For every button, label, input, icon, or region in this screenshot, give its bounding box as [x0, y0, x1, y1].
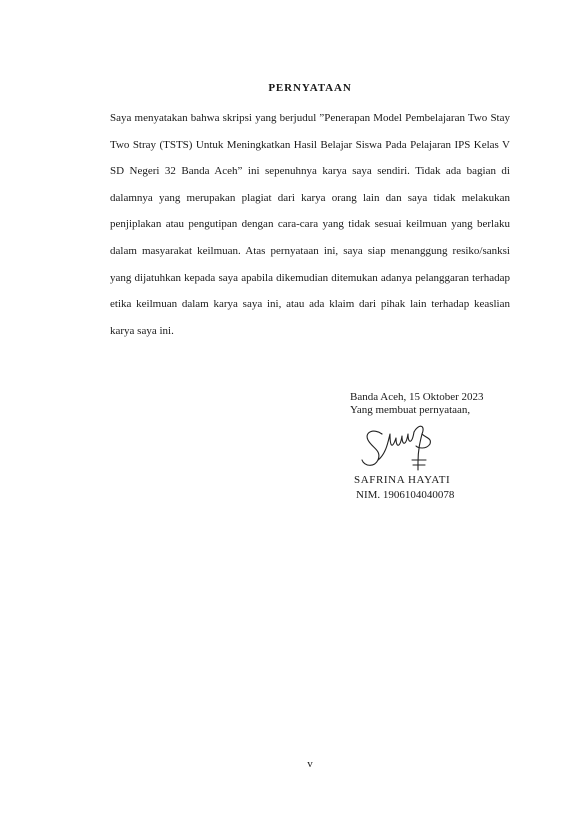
- place-date: Banda Aceh, 15 Oktober 2023: [350, 391, 484, 403]
- document-title: PERNYATAAN: [268, 82, 352, 94]
- handwritten-signature: [360, 420, 438, 472]
- signer-nim: NIM. 1906104040078: [356, 489, 455, 501]
- page-number: v: [307, 758, 313, 770]
- signer-role: Yang membuat pernyataan,: [350, 404, 471, 416]
- signature-block: [350, 391, 484, 417]
- signer-name: SAFRINA HAYATI: [354, 474, 451, 486]
- statement-paragraph: Saya menyatakan bahwa skripsi yang berjudul ”Penerapan Model Pembelajaran Two Stay Two Stray (TSTS) Untuk Meningkatkan Hasil Belajar Siswa Pada Pelajaran IPS Kelas V SD Negeri 32 Banda Aceh” ini sepenuhnya karya saya sendiri. Tidak ada bagian di dalamnya yang merupakan plagiat dari karya orang lain dan saya tidak melakukan penjiplakan atau pengutipan dengan cara-cara yang tidak sesuai keilmuan yang berlaku dalam masyarakat keilmuan. Atas pernyataan ini, saya siap menanggung resiko/sanksi yang dijatuhkan kepada saya apabila dikemudian ditemukan adanya pelanggaran terhadap etika keilmuan dalam karya saya ini, atau ada klaim dari pihak lain terhadap keaslian karya saya ini.: [110, 112, 510, 337]
